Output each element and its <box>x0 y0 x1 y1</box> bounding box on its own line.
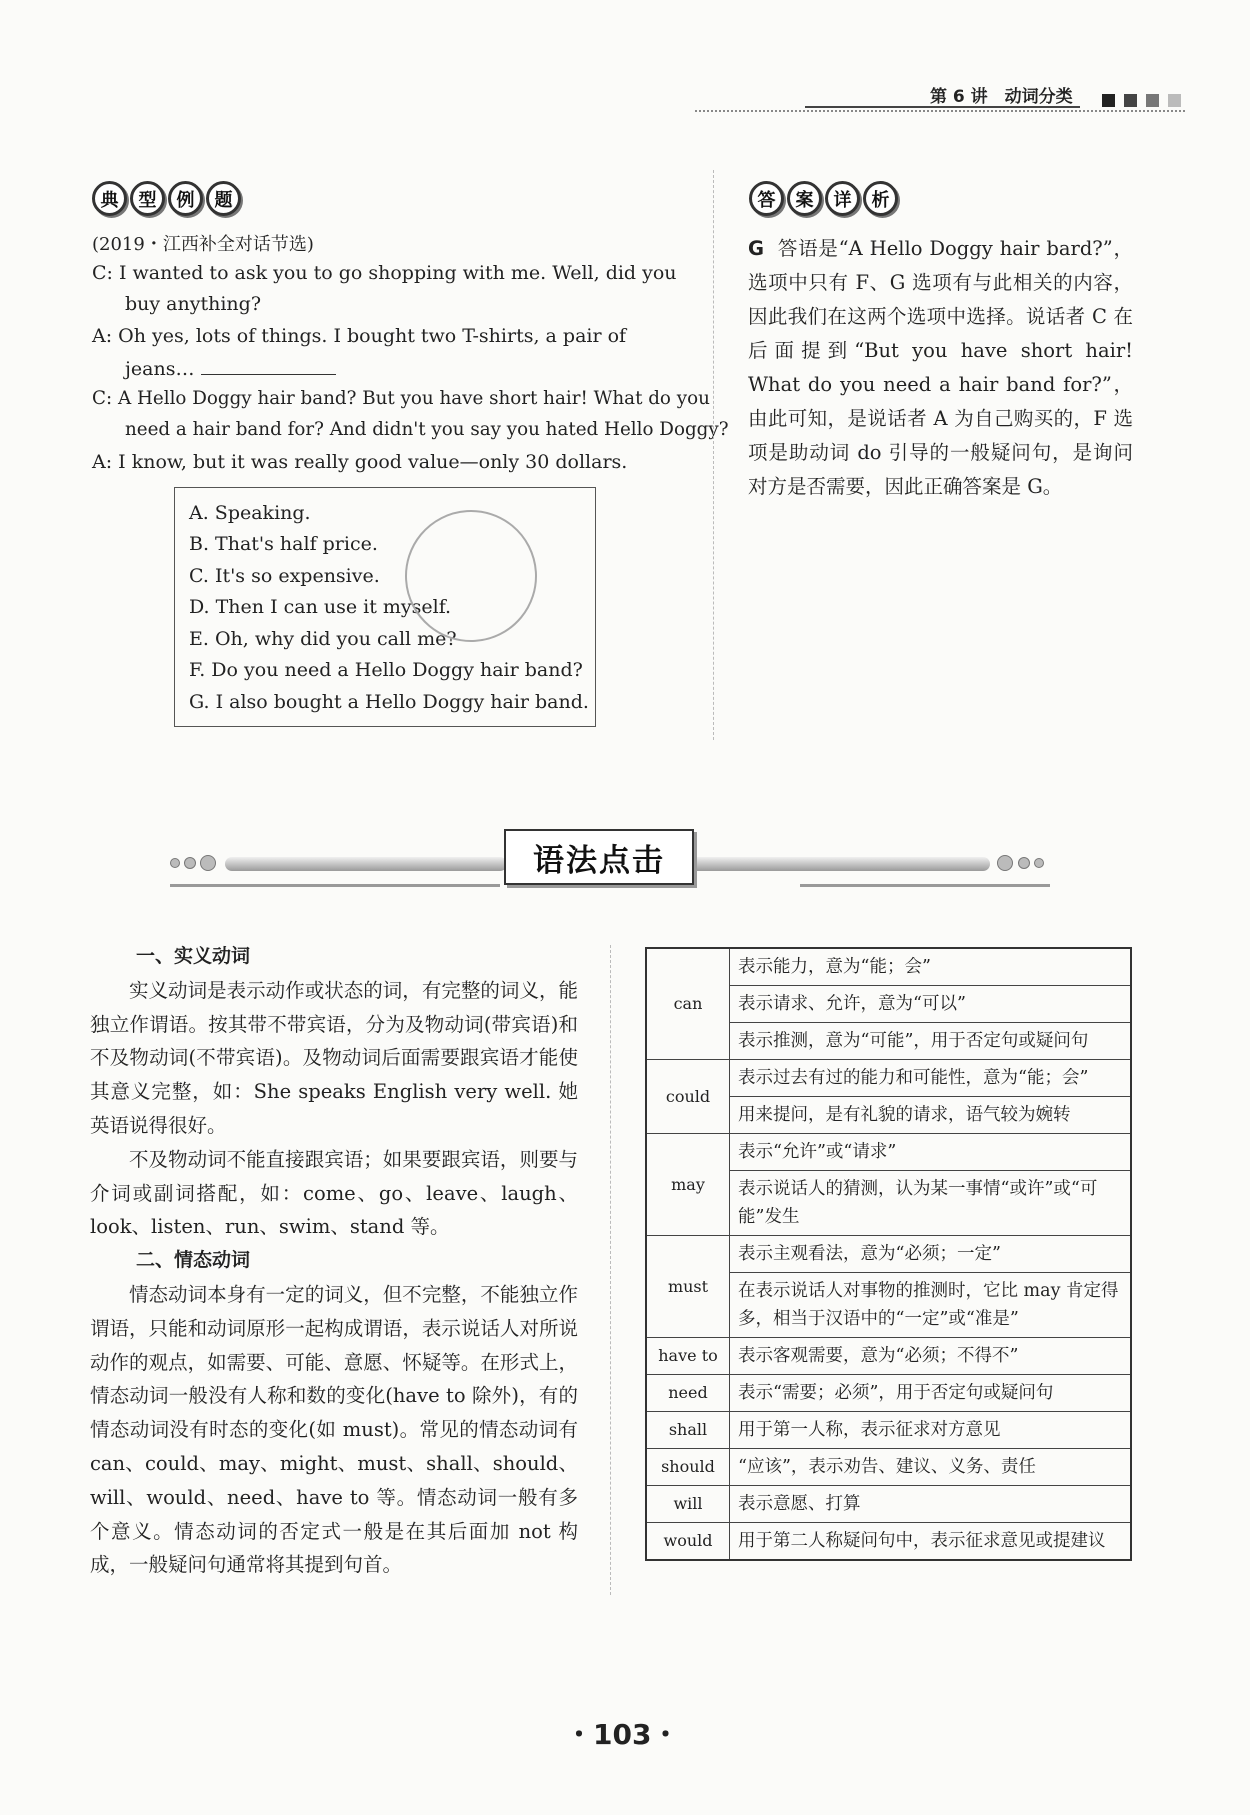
column-divider <box>713 170 714 740</box>
options-box <box>174 487 596 727</box>
header-dotted-rule <box>695 110 1185 112</box>
option-item: E. Oh, why did you call me? <box>189 628 457 650</box>
meaning-cell: 表示意愿、打算 <box>730 1486 1132 1523</box>
option-item: A. Speaking. <box>189 502 311 524</box>
example-source: (2019・江西补全对话节选) <box>92 234 314 255</box>
grammar-paragraph: 实义动词是表示动作或状态的词，有完整的词义，能独立作谓语。按其带不带宾语，分为及物动词(带宾语)和不及物动词(不带宾语)。及物动词后面需要跟宾语才能使其意义完整，如：She speaks English very well. 她英语说得很好。 <box>90 978 578 1137</box>
banner-bar-left <box>225 857 507 871</box>
heading-char: 答 <box>749 181 784 216</box>
option-item: C. It's so expensive. <box>189 565 380 587</box>
option-item: F. Do you need a Hello Doggy hair band? <box>189 659 583 681</box>
meaning-cell: 表示请求、允许，意为“可以” <box>730 986 1132 1023</box>
dialogue-line: buy anything? <box>125 293 262 315</box>
meaning-cell: 表示“需要；必须”，用于否定句或疑问句 <box>730 1375 1132 1412</box>
modal-verb: can <box>646 948 730 1060</box>
header-solid-rule <box>805 106 1080 108</box>
meaning-cell: 表示说话人的猜测，认为某一事情“或许”或“可能”发生 <box>730 1171 1132 1236</box>
header-square-3 <box>1146 94 1159 107</box>
modal-verb: need <box>646 1375 730 1412</box>
meaning-cell: 表示推测，意为“可能”，用于否定句或疑问句 <box>730 1023 1132 1060</box>
example-heading <box>92 181 241 216</box>
banner-dot <box>184 857 196 869</box>
answer-explanation <box>748 232 1133 504</box>
table-row <box>646 1523 1131 1561</box>
answer-key: G <box>748 237 765 260</box>
banner-dot <box>200 855 216 871</box>
dialogue-line: C: A Hello Doggy hair band? But you have short hair! What do you <box>92 388 710 409</box>
modal-verb: shall <box>646 1412 730 1449</box>
table-row <box>646 1060 1131 1097</box>
banner-underline-right <box>800 884 1050 887</box>
dialogue-text: jeans… <box>125 358 195 380</box>
answer-text: 答语是“A Hello Doggy hair bard?”，选项中只有 F、G 选项有与此相关的内容，因此我们在这两个选项中选择。说话者 C 在后面提到“But you have short hair! What do you need a hair band for?”，由此可知，是说话者 A 为自己购买的，F 选项是助动词 do 引导的一般疑问句，是询问对方是否需要，因此正确答案是 G。 <box>748 237 1133 498</box>
answer-blank <box>201 356 336 375</box>
banner-underline-left <box>170 884 500 887</box>
section-title: 一、实义动词 <box>136 945 251 967</box>
banner-dot <box>1034 858 1044 868</box>
modal-verb-table <box>645 947 1132 1561</box>
meaning-cell: 用来提问，是有礼貌的请求，语气较为婉转 <box>730 1097 1132 1134</box>
section-title: 二、情态动词 <box>136 1249 251 1272</box>
heading-char: 型 <box>130 181 165 216</box>
option-item: D. Then I can use it myself. <box>189 596 452 618</box>
dialogue-line: A: Oh yes, lots of things. I bought two T-shirts, a pair of <box>92 325 627 347</box>
banner-dot <box>170 858 180 868</box>
option-item: B. That's half price. <box>189 533 378 555</box>
dialogue-line <box>125 356 336 380</box>
heading-char: 题 <box>206 181 241 216</box>
meaning-cell: 表示能力，意为“能；会” <box>730 948 1132 986</box>
section-banner: 语法点击 <box>504 829 694 885</box>
modal-verb: will <box>646 1486 730 1523</box>
meaning-cell: 在表示说话人对事物的推测时，它比 may 肯定得多，相当于汉语中的“一定”或“准是” <box>730 1273 1132 1338</box>
table-row <box>646 1338 1131 1375</box>
modal-verb: would <box>646 1523 730 1561</box>
heading-char: 析 <box>863 181 898 216</box>
meaning-cell: 用于第二人称疑问句中，表示征求意见或提建议 <box>730 1523 1132 1561</box>
heading-char: 案 <box>787 181 822 216</box>
grammar-section <box>90 940 578 1582</box>
banner-dot <box>1018 857 1030 869</box>
banner-bar-right <box>690 857 990 871</box>
meaning-cell: 表示过去有过的能力和可能性，意为“能；会” <box>730 1060 1132 1097</box>
meaning-cell: 表示客观需要，意为“必须；不得不” <box>730 1338 1132 1375</box>
dialogue-line: A: I know, but it was really good value—only 30 dollars. <box>92 451 628 473</box>
meaning-cell: 表示“允许”或“请求” <box>730 1134 1132 1171</box>
answer-heading <box>749 181 898 216</box>
table-row <box>646 1236 1131 1273</box>
heading-char: 典 <box>92 181 127 216</box>
meaning-cell: 用于第一人称，表示征求对方意见 <box>730 1412 1132 1449</box>
banner-dot <box>997 855 1013 871</box>
heading-char: 例 <box>168 181 203 216</box>
table-row <box>646 948 1131 986</box>
grammar-paragraph: 情态动词本身有一定的词义，但不完整，不能独立作谓语，只能和动词原形一起构成谓语，表示说话人对所说动作的观点，如需要、可能、意愿、怀疑等。在形式上，情态动词一般没有人称和数的变化(have to 除外)，有的情态动词没有时态的变化(如 must)。常见的情态动词有 can、could、may、might、must、shall、should、will、would、need、have to 等。情态动词一般有多个意义。情态动词的否定式一般是在其后面加 not 构成，一般疑问句通常将其提到句首。 <box>90 1282 578 1577</box>
table-row <box>646 1134 1131 1171</box>
header-square-4 <box>1168 94 1181 107</box>
table-row <box>646 1412 1131 1449</box>
modal-verb: may <box>646 1134 730 1236</box>
column-divider <box>610 945 611 1595</box>
modal-verb: could <box>646 1060 730 1134</box>
header-square-1 <box>1102 94 1115 107</box>
meaning-cell: “应该”，表示劝告、建议、义务、责任 <box>730 1449 1132 1486</box>
modal-verb: have to <box>646 1338 730 1375</box>
dialogue-line: need a hair band for? And didn't you say you hated Hello Doggy? <box>125 419 729 440</box>
option-item: G. I also bought a Hello Doggy hair band. <box>189 691 589 713</box>
table-row <box>646 1449 1131 1486</box>
modal-verb: must <box>646 1236 730 1338</box>
meaning-cell: 表示主观看法，意为“必须；一定” <box>730 1236 1132 1273</box>
chapter-title: 第 6 讲 动词分类 <box>930 87 1073 107</box>
header-square-2 <box>1124 94 1137 107</box>
modal-verb: should <box>646 1449 730 1486</box>
page-number: ・103・ <box>565 1718 680 1751</box>
dialogue-line: C: I wanted to ask you to go shopping with me. Well, did you <box>92 262 677 284</box>
grammar-paragraph: 不及物动词不能直接跟宾语；如果要跟宾语，则要与介词或副词搭配，如：come、go、leave、laugh、look、listen、run、swim、stand 等。 <box>90 1147 578 1239</box>
table-row <box>646 1486 1131 1523</box>
heading-char: 详 <box>825 181 860 216</box>
table-row <box>646 1375 1131 1412</box>
